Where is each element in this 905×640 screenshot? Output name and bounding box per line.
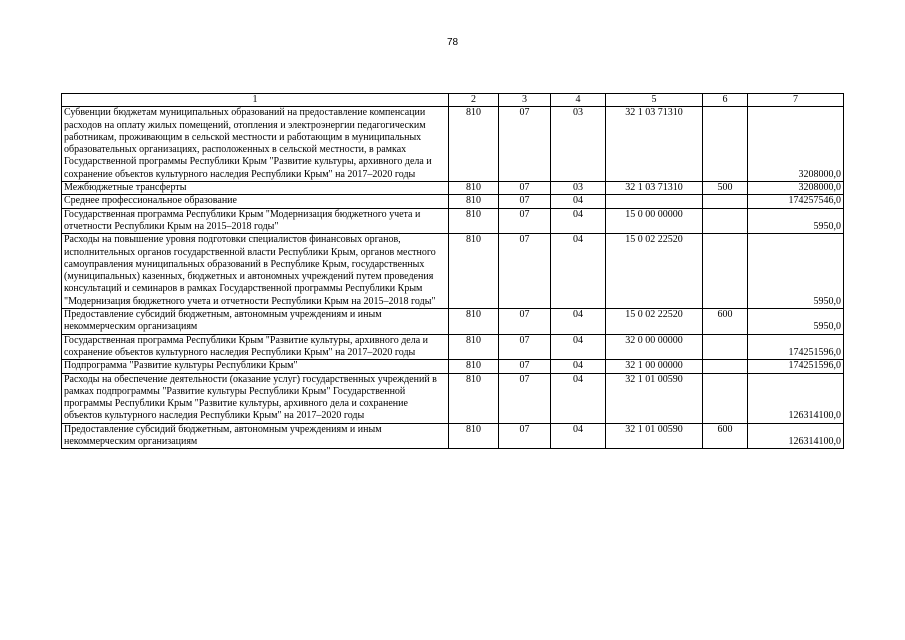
row-name: Подпрограмма "Развитие культуры Республики Крым" xyxy=(62,360,449,373)
row-amount: 5950,0 xyxy=(748,309,844,335)
row-name: Расходы на повышение уровня подготовки специалистов финансовых органов, исполнительных органов государственной власти Республики Крым, органов местного самоуправления муниципальных образований в Республике Крым, государственных (муниципальных) казенных, бюджетных и автономных учреждений путем проведения консультаций и семинаров в рамках Государственной программы Республики Крым "Модернизация бюджетного учета и отчетности Республики Крым на 2015–2018 годы" xyxy=(62,234,449,309)
row-target-article: 32 1 01 00590 xyxy=(606,373,703,423)
row-expense-type xyxy=(703,373,748,423)
row-subsection: 04 xyxy=(551,208,606,234)
row-section: 07 xyxy=(499,309,551,335)
row-section: 07 xyxy=(499,195,551,208)
row-expense-type: 500 xyxy=(703,182,748,195)
row-ministry-code: 810 xyxy=(449,423,499,449)
row-amount: 3208000,0 xyxy=(748,107,844,182)
header-col-6: 6 xyxy=(703,94,748,107)
row-target-article: 32 1 00 00000 xyxy=(606,360,703,373)
row-target-article: 15 0 02 22520 xyxy=(606,309,703,335)
row-subsection: 04 xyxy=(551,334,606,360)
row-ministry-code: 810 xyxy=(449,309,499,335)
row-ministry-code: 810 xyxy=(449,334,499,360)
budget-table xyxy=(61,93,844,449)
header-col-1: 1 xyxy=(62,94,449,107)
row-expense-type xyxy=(703,234,748,309)
row-target-article xyxy=(606,195,703,208)
row-section: 07 xyxy=(499,373,551,423)
row-target-article: 15 0 02 22520 xyxy=(606,234,703,309)
table-row xyxy=(62,208,844,234)
row-subsection: 03 xyxy=(551,182,606,195)
row-section: 07 xyxy=(499,360,551,373)
row-section: 07 xyxy=(499,107,551,182)
row-amount: 5950,0 xyxy=(748,234,844,309)
header-col-4: 4 xyxy=(551,94,606,107)
table-body xyxy=(62,107,844,449)
row-amount: 3208000,0 xyxy=(748,182,844,195)
row-subsection: 04 xyxy=(551,195,606,208)
row-subsection: 04 xyxy=(551,234,606,309)
row-name: Субвенции бюджетам муниципальных образований на предоставление компенсации расходов на оплату жилых помещений, отопления и электроэнергии педагогическим работникам, проживающим в сельской местности и работающим в муниципальных образовательных организациях, расположенных в сельской местности, в рамках Государственной программы Республики Крым "Развитие культуры, архивного дела и сохранение объектов культурного наследия Республики Крым" на 2017–2020 годы xyxy=(62,107,449,182)
row-section: 07 xyxy=(499,423,551,449)
row-expense-type xyxy=(703,208,748,234)
page-number: 78 xyxy=(446,37,459,48)
row-name: Среднее профессиональное образование xyxy=(62,195,449,208)
row-expense-type: 600 xyxy=(703,423,748,449)
header-col-3: 3 xyxy=(499,94,551,107)
row-expense-type xyxy=(703,360,748,373)
table-row xyxy=(62,107,844,182)
row-subsection: 04 xyxy=(551,423,606,449)
row-name: Предоставление субсидий бюджетным, автономным учреждениям и иным некоммерческим организациям xyxy=(62,309,449,335)
row-target-article: 32 1 03 71310 xyxy=(606,182,703,195)
row-amount: 174251596,0 xyxy=(748,360,844,373)
table-row xyxy=(62,234,844,309)
row-subsection: 04 xyxy=(551,373,606,423)
row-expense-type: 600 xyxy=(703,309,748,335)
row-subsection: 04 xyxy=(551,360,606,373)
table-row xyxy=(62,182,844,195)
table-row xyxy=(62,334,844,360)
row-section: 07 xyxy=(499,208,551,234)
row-target-article: 32 0 00 00000 xyxy=(606,334,703,360)
header-col-5: 5 xyxy=(606,94,703,107)
table-row xyxy=(62,360,844,373)
row-ministry-code: 810 xyxy=(449,107,499,182)
row-amount: 5950,0 xyxy=(748,208,844,234)
row-expense-type xyxy=(703,334,748,360)
row-amount: 174251596,0 xyxy=(748,334,844,360)
row-target-article: 32 1 03 71310 xyxy=(606,107,703,182)
row-section: 07 xyxy=(499,234,551,309)
row-target-article: 32 1 01 00590 xyxy=(606,423,703,449)
row-ministry-code: 810 xyxy=(449,182,499,195)
row-name: Межбюджетные трансферты xyxy=(62,182,449,195)
row-amount: 126314100,0 xyxy=(748,373,844,423)
row-ministry-code: 810 xyxy=(449,195,499,208)
row-subsection: 03 xyxy=(551,107,606,182)
row-name: Государственная программа Республики Крым "Развитие культуры, архивного дела и сохранение объектов культурного наследия Республики Крым" на 2017–2020 годы xyxy=(62,334,449,360)
table-row xyxy=(62,195,844,208)
row-amount: 174257546,0 xyxy=(748,195,844,208)
row-target-article: 15 0 00 00000 xyxy=(606,208,703,234)
table-row xyxy=(62,423,844,449)
row-ministry-code: 810 xyxy=(449,208,499,234)
row-expense-type xyxy=(703,107,748,182)
header-col-2: 2 xyxy=(449,94,499,107)
table-header xyxy=(62,94,844,107)
row-name: Государственная программа Республики Крым "Модернизация бюджетного учета и отчетности Республики Крым на 2015–2018 годы" xyxy=(62,208,449,234)
row-name: Расходы на обеспечение деятельности (оказание услуг) государственных учреждений в рамках подпрограммы "Развитие культуры Республики Крым" Государственной программы Республики Крым "Развитие культуры, архивного дела и сохранение объектов культурного наследия Республики Крым" на 2017–2020 годы xyxy=(62,373,449,423)
row-amount: 126314100,0 xyxy=(748,423,844,449)
row-section: 07 xyxy=(499,182,551,195)
row-expense-type xyxy=(703,195,748,208)
row-section: 07 xyxy=(499,334,551,360)
table-row xyxy=(62,373,844,423)
row-ministry-code: 810 xyxy=(449,234,499,309)
row-ministry-code: 810 xyxy=(449,373,499,423)
header-row xyxy=(62,94,844,107)
row-name: Предоставление субсидий бюджетным, автономным учреждениям и иным некоммерческим организациям xyxy=(62,423,449,449)
row-subsection: 04 xyxy=(551,309,606,335)
table-row xyxy=(62,309,844,335)
row-ministry-code: 810 xyxy=(449,360,499,373)
header-col-7: 7 xyxy=(748,94,844,107)
